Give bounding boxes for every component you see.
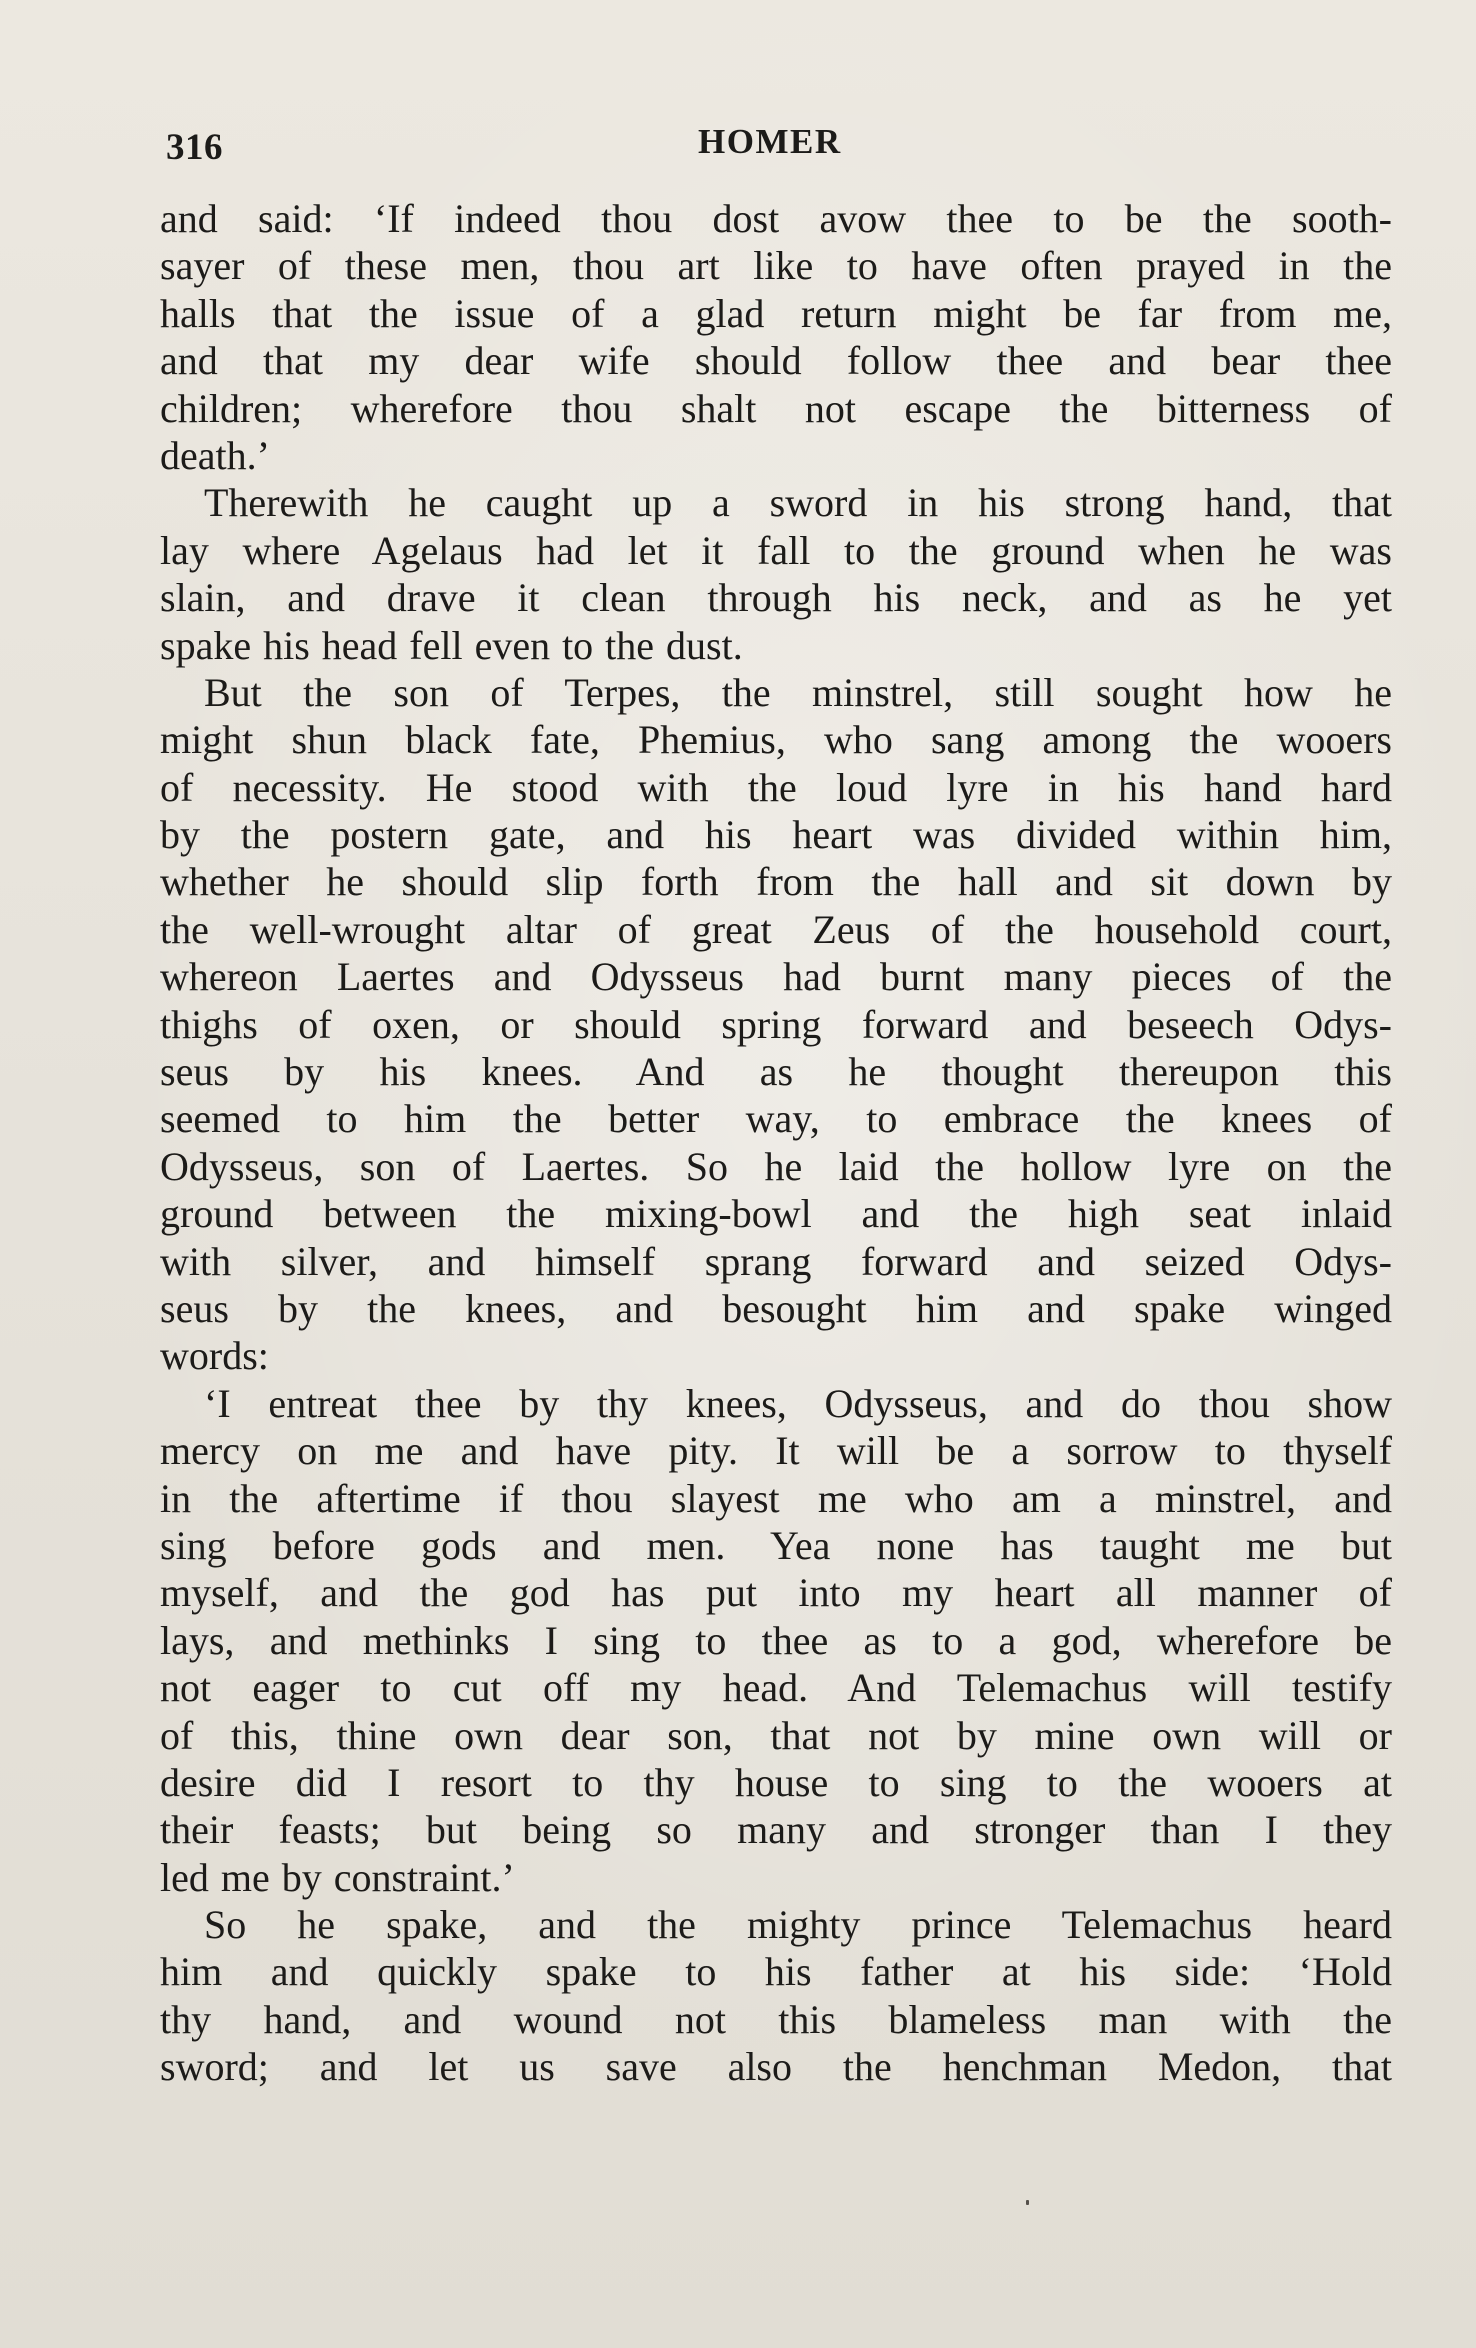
paragraph: [160, 669, 1392, 1380]
paper-speck: [1026, 2200, 1029, 2205]
text-line: thighs of oxen, or should spring forward and beseech Odys-: [160, 1001, 1392, 1047]
text-line: by the postern gate, and his heart was divided within him,: [160, 812, 1392, 858]
text-line: sing before gods and men. Yea none has taught me but: [160, 1522, 1392, 1568]
paragraph: [160, 1901, 1392, 2091]
text-line: not eager to cut off my head. And Telemachus will testify: [160, 1665, 1392, 1711]
text-line: their feasts; but being so many and stronger than I they: [160, 1807, 1392, 1853]
text-line: seus by his knees. And as he thought thereupon this: [160, 1049, 1392, 1095]
page-number: 316: [166, 127, 223, 168]
text-line: might shun black fate, Phemius, who sang among the wooers: [160, 717, 1392, 763]
text-line: sayer of these men, thou art like to have often prayed in the: [160, 243, 1392, 289]
text-line: lays, and methinks I sing to thee as to a god, wherefore be: [160, 1617, 1392, 1663]
text-line: lay where Agelaus had let it fall to the ground when he was: [160, 527, 1392, 573]
text-line: with silver, and himself sprang forward and seized Odys-: [160, 1238, 1392, 1284]
text-line: and that my dear wife should follow thee and bear thee: [160, 338, 1392, 384]
text-line: mercy on me and have pity. It will be a sorrow to thyself: [160, 1428, 1392, 1474]
text-line: halls that the issue of a glad return might be far from me,: [160, 290, 1392, 336]
text-line: of necessity. He stood with the loud lyre in his hand hard: [160, 764, 1392, 810]
text-line: Therewith he caught up a sword in his strong hand, that: [204, 480, 1392, 526]
text-line: slain, and drave it clean through his neck, and as he yet: [160, 575, 1392, 621]
text-line: myself, and the god has put into my heart all manner of: [160, 1570, 1392, 1616]
running-head: [160, 118, 1400, 168]
text-line: So he spake, and the mighty prince Telemachus heard: [204, 1902, 1392, 1948]
text-line: seus by the knees, and besought him and spake winged: [160, 1285, 1392, 1331]
text-line: But the son of Terpes, the minstrel, still sought how he: [204, 669, 1392, 715]
text-line: led me by constraint.’: [160, 1854, 515, 1900]
text-line: whether he should slip forth from the hall and sit down by: [160, 859, 1392, 905]
text-line: Odysseus, son of Laertes. So he laid the hollow lyre on the: [160, 1143, 1392, 1189]
paragraph: [160, 1380, 1392, 1901]
running-title: HOMER: [698, 122, 842, 161]
text-line: of this, thine own dear son, that not by mine own will or: [160, 1712, 1392, 1758]
paragraph: [160, 195, 1392, 479]
text-line: sword; and let us save also the henchman Medon, that: [160, 2044, 1392, 2090]
body-text: [160, 195, 1392, 2091]
text-line: seemed to him the better way, to embrace the knees of: [160, 1096, 1392, 1142]
text-line: whereon Laertes and Odysseus had burnt many pieces of the: [160, 954, 1392, 1000]
text-line: death.’: [160, 432, 270, 478]
text-line: spake his head fell even to the dust.: [160, 622, 743, 668]
text-line: and said: ‘If indeed thou dost avow thee to be the sooth-: [160, 196, 1392, 241]
text-line: desire did I resort to thy house to sing to the wooers at: [160, 1759, 1392, 1805]
paragraph: [160, 479, 1392, 669]
text-line: the well-wrought altar of great Zeus of the household court,: [160, 906, 1392, 952]
text-line: in the aftertime if thou slayest me who am a minstrel, and: [160, 1475, 1392, 1521]
text-line: thy hand, and wound not this blameless man with the: [160, 1996, 1392, 2042]
text-line: children; wherefore thou shalt not escape the bitterness of: [160, 385, 1392, 431]
text-line: ground between the mixing-bowl and the high seat inlaid: [160, 1191, 1392, 1237]
text-line: him and quickly spake to his father at his side: ‘Hold: [160, 1949, 1392, 1995]
text-line: words:: [160, 1333, 269, 1379]
text-line: ‘I entreat thee by thy knees, Odysseus, and do thou show: [204, 1380, 1392, 1426]
